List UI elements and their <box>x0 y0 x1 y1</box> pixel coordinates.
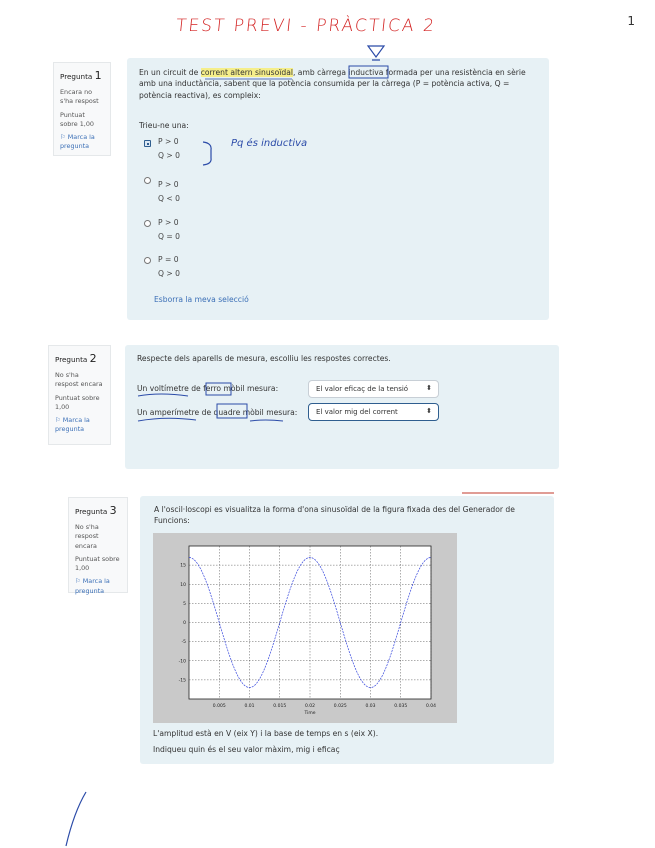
y-tick-label: 0 <box>183 621 186 626</box>
question-3-instruction-text: Indiqueu quin és el seu valor màxim, mig i eficaç <box>153 745 340 754</box>
oscilloscope-chart <box>153 533 457 723</box>
handwritten-answer-note: Pq és inductiva <box>231 138 308 149</box>
y-tick-label: 15 <box>180 563 186 569</box>
voltmeter-select[interactable]: El valor eficaç de la tensió ⬍ <box>308 380 439 398</box>
page-number: 1 <box>627 14 635 28</box>
question-3-info <box>68 497 128 593</box>
option-d-radio[interactable] <box>144 257 151 264</box>
question-2-status: No s'ha respost encara <box>55 370 103 389</box>
question-2-score: Puntuat sobre 1,00 <box>55 393 100 411</box>
question-3-amplitude-text: L'amplitud està en V (eix Y) i la base de temps en s (eix X). <box>153 729 379 738</box>
voltmeter-label: Un voltímetre de ferro mòbil mesura: <box>137 384 279 393</box>
x-tick-label: 0.02 <box>304 704 316 709</box>
y-tick-label: 10 <box>180 582 186 588</box>
question-1-flag-link[interactable]: ⚐ Marca la pregunta <box>60 133 95 151</box>
y-tick-label: 5 <box>183 601 186 607</box>
question-1-card <box>127 58 549 320</box>
question-2-flag-link[interactable]: ⚐ Marca la pregunta <box>55 416 90 434</box>
x-tick-label: 0.035 <box>394 704 408 709</box>
question-2-text: Respecte dels aparells de mesura, escolliu les respostes correctes. <box>137 354 391 363</box>
y-tick-label: -15 <box>178 678 186 684</box>
select-arrows-icon: ⬍ <box>426 407 432 415</box>
y-tick-label: -5 <box>181 640 186 646</box>
x-tick-label: 0.04 <box>425 704 437 709</box>
option-b-radio[interactable] <box>144 177 151 184</box>
question-3-status: No s'ha respost encara <box>75 522 99 550</box>
select-arrows-icon: ⬍ <box>426 384 432 392</box>
question-3-flag-link[interactable]: ⚐ Marca la pregunta <box>75 577 110 595</box>
option-a-checkbox[interactable] <box>144 140 151 147</box>
question-3-text: A l'oscil·loscopi es visualitza la forma d'ona sinusoïdal de la figura fixada des del Generador de Funcions: <box>154 505 515 526</box>
question-2-title: Pregunta 2 <box>55 352 97 365</box>
question-1-choose-label: Trieu-ne una: <box>139 121 189 130</box>
y-tick-label: -10 <box>178 659 186 665</box>
pen-stroke-mark <box>66 792 86 846</box>
handwritten-title: TEST PREVI - PRÀCTICA 2 <box>174 16 437 36</box>
question-1-text: En un circuit de corrent altern sinusoïdal, amb càrrega inductiva formada per una resistència en sèrie amb una inductància, sabent que la potència consumida per la càrrega (P = potència activa, Q = potència reactiva), es compleix: <box>139 68 526 100</box>
ammeter-label: Un amperímetre de quadre mòbil mesura: <box>137 408 298 417</box>
question-1-score: Puntuat sobre 1,00 <box>60 110 94 128</box>
question-3-title: Pregunta 3 <box>75 504 117 517</box>
oscilloscope-figure <box>153 533 457 723</box>
question-1-title: Pregunta 1 <box>60 69 102 82</box>
option-a-label[interactable]: P > 0 Q > 0 <box>158 137 180 160</box>
x-tick-label: 0.03 <box>365 704 376 709</box>
option-c-radio[interactable] <box>144 220 151 227</box>
clear-selection-link[interactable]: Esborra la meva selecció <box>154 295 249 304</box>
option-c-label[interactable]: P > 0 Q = 0 <box>158 218 180 241</box>
x-tick-label: 0.01 <box>244 704 255 709</box>
question-2-info <box>48 345 111 445</box>
option-d-label[interactable]: P = 0 Q > 0 <box>158 255 180 278</box>
x-tick-label: 0.015 <box>273 704 287 709</box>
option-b-label[interactable]: P > 0 Q < 0 <box>158 180 180 203</box>
question-3-score: Puntuat sobre 1,00 <box>75 554 120 573</box>
ammeter-select[interactable]: El valor mig del corrent ⬍ <box>308 403 439 421</box>
x-axis-label: Time <box>304 711 316 716</box>
x-tick-label: 0.025 <box>333 704 347 709</box>
question-1-info <box>53 62 111 156</box>
question-1-status: Encara no s'ha respost <box>60 87 99 106</box>
x-tick-label: 0.005 <box>212 704 226 709</box>
